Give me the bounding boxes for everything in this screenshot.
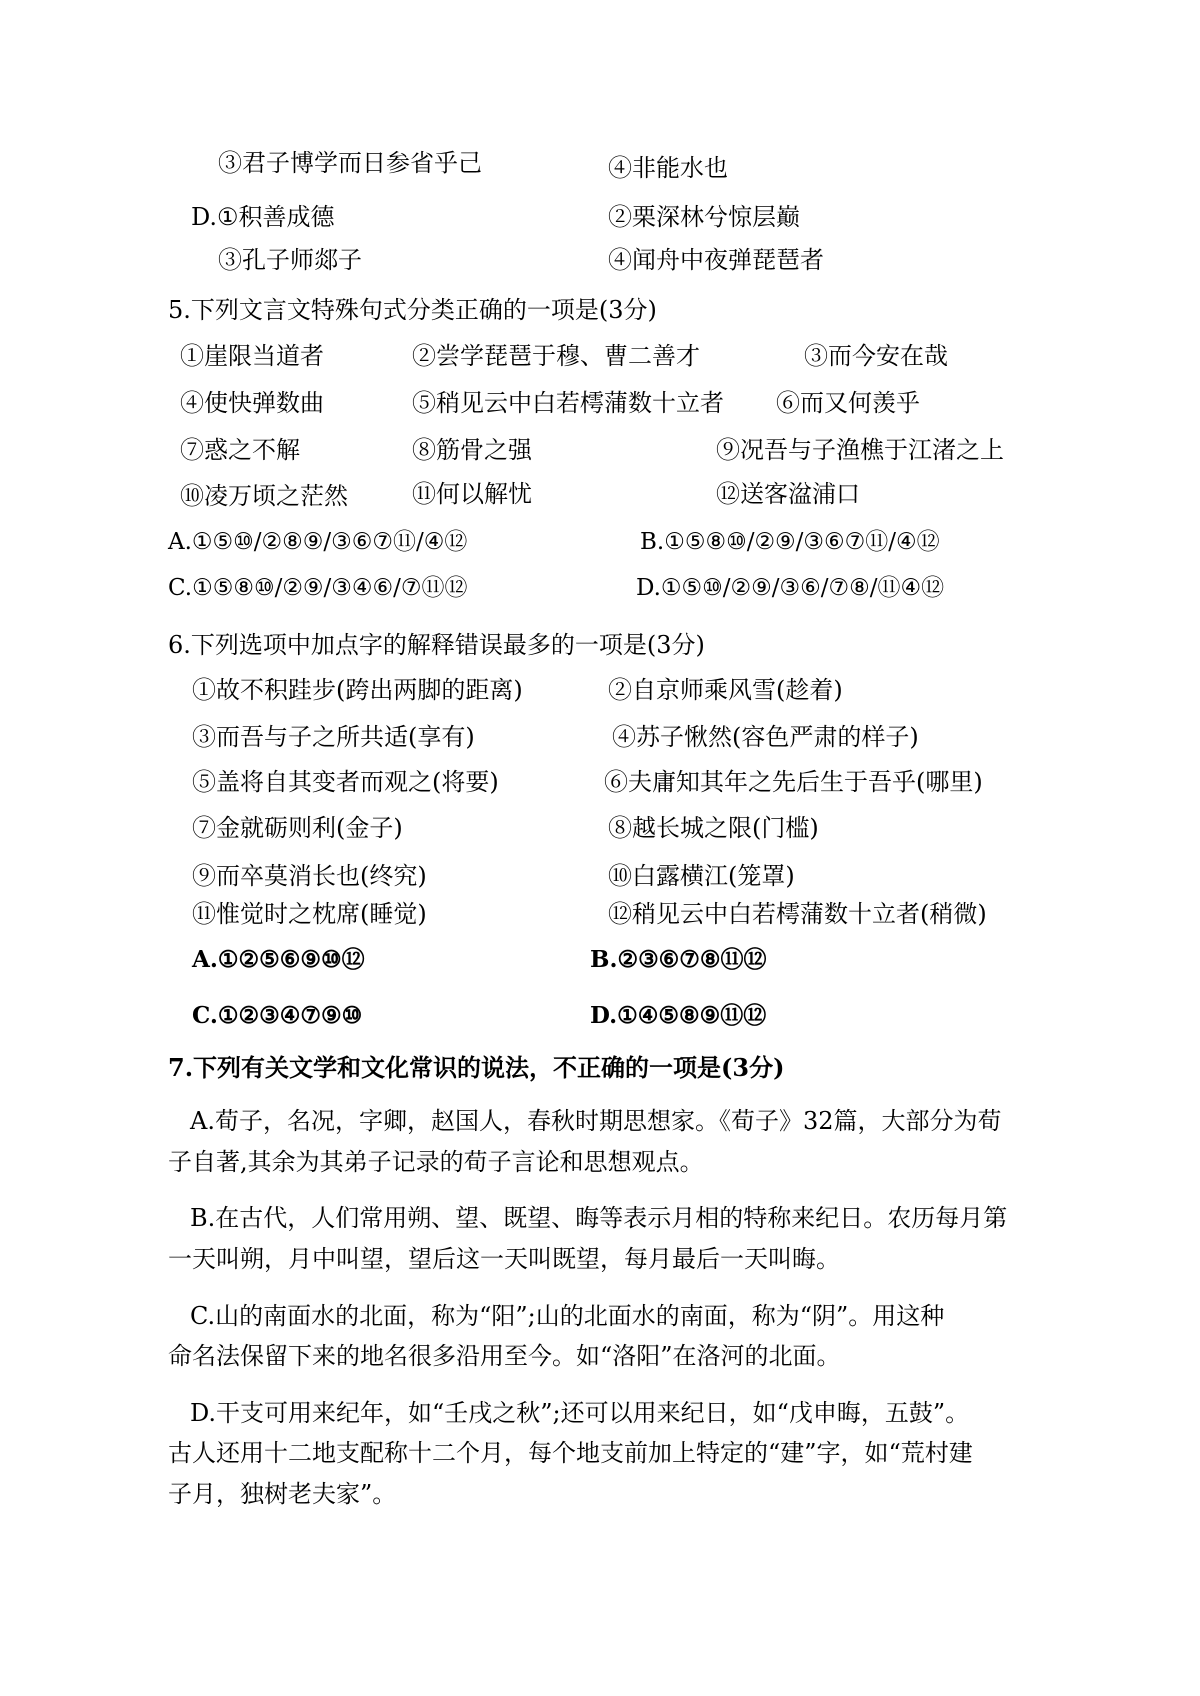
q5-item-6: ⑥而又何羡乎 [776,389,920,417]
q7-option-c-line2: 命名法保留下来的地名很多沿用至今。如“洛阳”在洛河的北面。 [168,1342,841,1370]
q7-option-d-line2: 古人还用十二地支配称十二个月，每个地支前加上特定的“建”字，如“荒村建 [168,1439,973,1467]
q4-option-c-item4: ④非能水也 [608,154,728,182]
q6-item-8: ⑧越长城之限(门槛) [608,814,819,842]
q5-item-4: ④使快弹数曲 [180,389,324,417]
q7-option-b-line1: B.在古代，人们常用朔、望、既望、晦等表示月相的特称来纪日。农历每月第 [190,1204,1008,1232]
q6-item-11: ⑪惟觉时之枕席(睡觉) [192,900,427,928]
q4-option-d-item1: D.①积善成德 [191,203,335,231]
q6-item-4: ④苏子愀然(容色严肃的样子) [612,723,919,751]
q4-option-d-item4: ④闻舟中夜弹琵琶者 [608,246,824,274]
q6-option-c: C.①②③④⑦⑨⑩ [192,1002,363,1029]
q6-item-12: ⑫稍见云中白若樗蒲数十立者(稍微) [608,900,987,928]
q6-item-10: ⑩白露横江(笼罩) [608,862,795,890]
q5-option-a: A.①⑤⑩/②⑧⑨/③⑥⑦⑪/④⑫ [168,529,468,555]
q5-item-5: ⑤稍见云中白若樗蒲数十立者 [412,389,724,417]
q6-item-9: ⑨而卒莫消长也(终究) [192,862,427,890]
q4-option-d-item3: ③孔子师郯子 [218,246,362,274]
q5-item-12: ⑫送客湓浦口 [716,480,860,508]
q5-item-7: ⑦惑之不解 [180,436,300,464]
q4-option-d-item2: ②栗深林兮惊层巅 [608,203,800,231]
q7-option-c-line1: C.山的南面水的北面，称为“阳”;山的北面水的南面，称为“阴”。用这种 [190,1302,945,1330]
q7-option-d-line1: D.干支可用来纪年，如“壬戌之秋”;还可以用来纪日，如“戊申晦，五鼓”。 [190,1399,970,1427]
q6-item-5: ⑤盖将自其变者而观之(将要) [192,768,499,796]
q6-stem: 6.下列选项中加点字的解释错误最多的一项是(3分) [168,631,705,659]
q7-option-b-line2: 一天叫朔，月中叫望，望后这一天叫既望，每月最后一天叫晦。 [168,1245,840,1273]
q6-item-7: ⑦金就砺则利(金子) [192,814,403,842]
q7-option-a-line1: A.荀子，名况，字卿，赵国人，春秋时期思想家。《荀子》32篇，大部分为荀 [190,1107,1002,1135]
q6-item-1: ①故不积跬步(跨出两脚的距离) [192,676,523,704]
q7-option-d-line3: 子月，独树老夫家”。 [168,1480,397,1508]
q5-item-8: ⑧筋骨之强 [412,436,532,464]
q5-item-10: ⑩凌万顷之茫然 [180,482,348,510]
q7-option-a-line2: 子自著,其余为其弟子记录的荀子言论和思想观点。 [168,1148,704,1176]
q5-option-d: D.①⑤⑩/②⑨/③⑥/⑦⑧/⑪④⑫ [636,575,945,601]
q6-option-b: B.②③⑥⑦⑧⑪⑫ [590,946,767,973]
q5-item-3: ③而今安在哉 [804,342,948,370]
q4-option-c-item3: ③君子博学而日参省乎己 [218,149,482,177]
q5-item-11: ⑪何以解忧 [412,480,532,508]
q6-item-6: ⑥夫庸知其年之先后生于吾乎(哪里) [604,768,983,796]
q5-option-b: B.①⑤⑧⑩/②⑨/③⑥⑦⑪/④⑫ [640,529,940,555]
q5-item-9: ⑨况吾与子渔樵于江渚之上 [716,436,1004,464]
q5-item-1: ①崖限当道者 [180,342,324,370]
q6-option-d: D.①④⑤⑧⑨⑪⑫ [590,1002,767,1029]
q5-item-2: ②尝学琵琶于穆、曹二善才 [412,342,700,370]
q6-item-3: ③而吾与子之所共适(享有) [192,723,475,751]
q6-item-2: ②自京师乘风雪(趁着) [608,676,843,704]
q6-option-a: A.①②⑤⑥⑨⑩⑫ [192,946,365,973]
q5-stem: 5.下列文言文特殊句式分类正确的一项是(3分) [168,296,657,324]
q7-stem: 7.下列有关文学和文化常识的说法，不正确的一项是(3分) [168,1053,785,1082]
q5-option-c: C.①⑤⑧⑩/②⑨/③④⑥/⑦⑪⑫ [168,575,468,601]
